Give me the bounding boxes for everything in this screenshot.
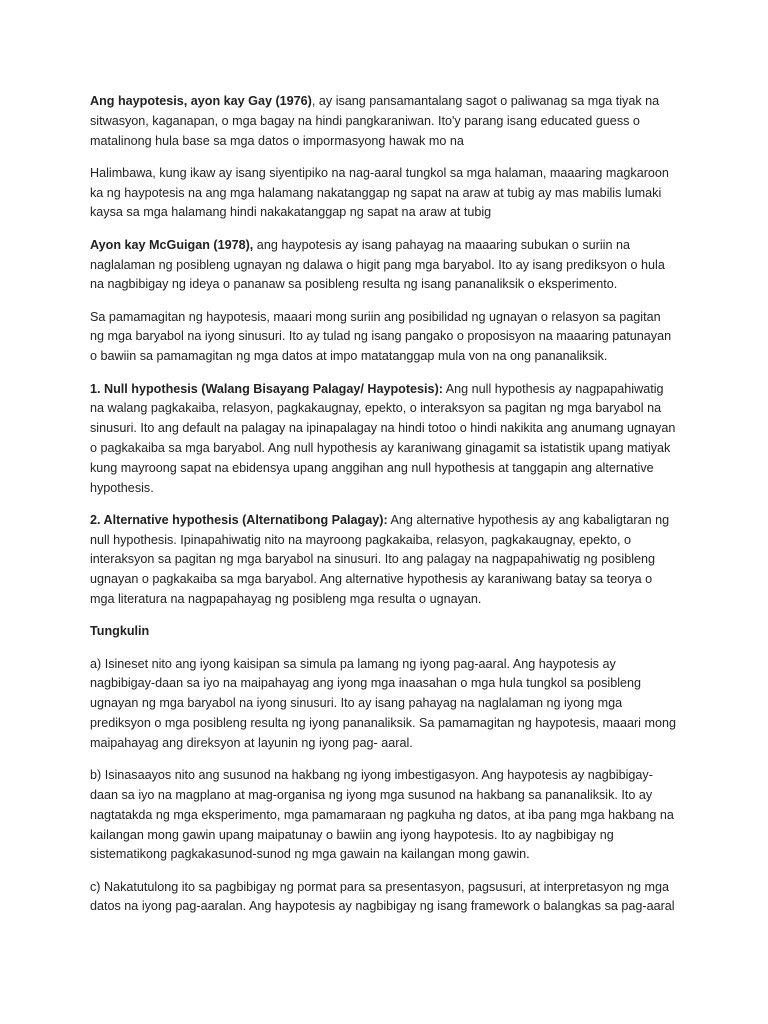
paragraph-text: a) Isineset nito ang iyong kaisipan sa simula pa lamang ng iyong pag-aaral. Ang haypotesis ay nagbibigay-daan sa iyo na maipahayag ang iyong mga inaasahan o mga hula tungkol sa posibleng ugnayan ng mga baryabol na iyong sinusuri. Ito ay isang pahayag na naglalaman ng iyong mga prediksyon o mga posibleng resulta ng iyong pananaliksik. Sa pamamagitan ng haypotesis, maaari mong maipahayag ang direksyon at layunin ng iyong pag- aaral. xyxy=(90,656,676,750)
paragraph-text: Halimbawa, kung ikaw ay isang siyentipiko na nag-aaral tungkol sa mga halaman, maaaring magkaroon ka ng haypotesis na ang mga halamang nakatanggap ng sapat na araw at tubig ay mas mabilis lumaki kaysa sa mga halamang hindi nakakatanggap ng sapat na araw at tubig xyxy=(90,165,669,220)
paragraph-null-hypothesis xyxy=(90,380,678,499)
paragraph-function-c xyxy=(90,878,678,918)
document-body xyxy=(90,92,678,930)
paragraph-text: Ang alternative hypothesis ay ang kabaligtaran ng null hypothesis. Ipinapahiwatig nito na mayroong pagkakaiba, relasyon, pagkakaugnay, epekto, o interaksyon sa pagitan ng mga baryabol na sinusuri. Ito ang palagay na nagpapahiwatig ng posibleng ugnayan o pagkakaiba sa mga baryabol. Ang alternative hypothesis ay karaniwang batay sa teorya o mga literatura na nagpapahayag ng posibleng mga resulta o ugnayan. xyxy=(90,512,670,607)
paragraph-text: Ang null hypothesis ay nagpapahiwatig na walang pagkakaiba, relasyon, pagkakaugnay, epekto, o interaksyon sa pagitan ng mga baryabol na sinusuri. Ito ang default na palagay na ipinapalagay na hindi totoo o hindi nakikita ang anumang ugnayan o pagkakaiba sa mga baryabol. Ang null hypothesis ay karaniwang ginagamit sa istatistik upang matiyak kung mayroong sapat na ebidensya upang anggihan ang null hypothesis at tanggapin ang alternative hypothesis. xyxy=(90,381,676,495)
paragraph-lead: Ayon kay McGuigan (1978), xyxy=(90,237,254,252)
paragraph-text: b) Isinasaayos nito ang susunod na hakbang ng iyong imbestigasyon. Ang haypotesis ay nagbibigay-daan sa iyo na magplano at mag-organisa ng iyong mga susunod na hakbang sa pananaliksik. Ito ay nagtatakda ng mga eksperimento, mga pamamaraan ng pagkuha ng datos, at iba pang mga hakbang na kailangan mong gawin upang maipatunay o bawiin ang iyong haypotesis. Ito ay nagbibigay ng sistematikong pagkakasunod-sunod ng mga gawain na kailangan mong gawin. xyxy=(90,768,674,862)
paragraph-alternative-hypothesis xyxy=(90,511,678,610)
paragraph-definition-mcguigan xyxy=(90,236,678,295)
paragraph-definition-gay xyxy=(90,92,678,151)
paragraph-lead: Ang haypotesis, ayon kay Gay (1976) xyxy=(90,94,312,108)
paragraph-text: c) Nakatutulong ito sa pagbibigay ng pormat para sa presentasyon, pagsusuri, at interpretasyon ng mga datos na iyong pag-aaralan. Ang haypotesis ay nagbibigay ng isang framework o balangkas sa pag-aaral xyxy=(90,879,675,914)
paragraph-function-a xyxy=(90,655,678,754)
paragraph-lead: 1. Null hypothesis (Walang Bisayang Palagay/ Haypotesis): xyxy=(90,381,443,396)
paragraph-text: ang haypotesis ay isang pahayag na maaaring subukan o suriin na naglalaman ng posibleng ugnayan ng dalawa o higit pang mga baryabol. Ito ay isang prediksyon o hula na nagbibigay ng ideya o pananaw sa posibleng resulta ng isang pananaliksik o eksperimento. xyxy=(90,237,665,292)
paragraph-example xyxy=(90,164,678,223)
paragraph-function-b xyxy=(90,766,678,865)
paragraph-relationship xyxy=(90,308,678,367)
paragraph-text: Sa pamamagitan ng haypotesis, maaari mong suriin ang posibilidad ng ugnayan o relasyon sa pagitan ng mga baryabol na iyong sinusuri. Ito ay tulad ng isang pangako o proposisyon na maaaring patunayan o bawiin sa pamamagitan ng mga datos at impo matatanggap mula von na ong pananaliksik. xyxy=(90,309,672,364)
paragraph-text: , ay isang pansamantalang sagot o paliwanag sa mga tiyak na sitwasyon, kaganapan, o mga bagay na hindi pangkaraniwan. Ito'y parang isang educated guess o matalinong hula base sa mga datos o impormasyong hawak mo na xyxy=(90,94,660,148)
section-heading-tungkulin: Tungkulin xyxy=(90,624,150,639)
paragraph-lead: 2. Alternative hypothesis (Alternatibong Palagay): xyxy=(90,512,388,527)
